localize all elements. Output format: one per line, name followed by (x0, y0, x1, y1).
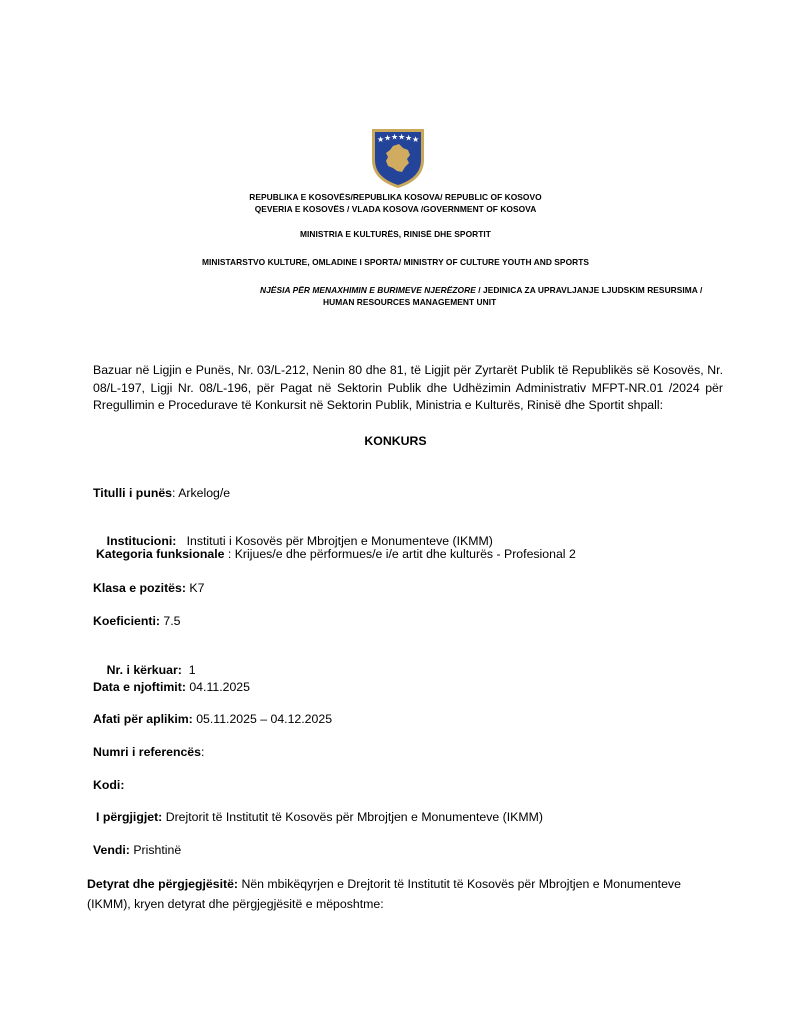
field-label: Koeficienti: (93, 614, 160, 628)
field-value: 04.11.2025 (189, 680, 250, 694)
svg-text:★: ★ (377, 135, 385, 144)
field-job-title: Titulli i punës: Arkelog/e (93, 486, 231, 500)
svg-text:★: ★ (391, 132, 399, 142)
field-value: Instituti i Kosovës për Mbrojtjen e Monumenteve (IKMM) (186, 534, 493, 548)
field-value: 7.5 (163, 614, 181, 628)
field-value: 05.11.2025 – 04.12.2025 (196, 712, 333, 726)
field-label: Institucioni: (106, 534, 177, 548)
field-application-deadline (93, 711, 332, 727)
field-label: Titulli i punës (93, 486, 173, 500)
field-label: Afati për aplikim: (93, 712, 193, 726)
header-hr-unit-serbian: / JEDINICA ZA UPRAVLJANJE LJUDSKIM RESURSIMA / (475, 285, 703, 295)
field-code (93, 777, 124, 793)
field-label: Kodi: (93, 778, 125, 792)
header-hr-unit-english: HUMAN RESOURCES MANAGEMENT UNIT (323, 297, 497, 307)
field-label: Klasa e pozitës: (93, 581, 186, 595)
field-label: Vendi: (93, 843, 130, 857)
field-coefficient (93, 613, 181, 629)
field-value: 1 (188, 663, 196, 677)
legal-basis-paragraph: Bazuar në Ligjin e Punës, Nr. 03/L-212, Nenin 80 dhe 81, të Ligjit për Zyrtarët Publik të Republikës së Kosovës, Nr. 08/L-197, Ligji Nr. 08/L-196, për Pagat në Sektorin Publik dhe Udhëzimin Administrativ MFPT-NR.01 /2024 për Rregullimin e Procedurave të Konkursit në Sektorin Publik, Ministria e Kulturës, Rinisë dhe Sportit shpall: (93, 363, 723, 412)
field-label: I përgjigjet: (96, 810, 163, 824)
header-hr-unit-albanian: NJËSIA PËR MENAXHIMIN E BURIMEVE NJERËZORE (260, 285, 476, 295)
svg-text:★: ★ (398, 132, 406, 142)
field-value: Arkelog/e (178, 486, 231, 500)
field-value: Prishtinë (133, 843, 182, 857)
field-value: Drejtorit të Institutit të Kosovës për Mbrojtjen e Monumenteve (IKMM) (165, 810, 543, 824)
field-reports-to (96, 809, 543, 825)
header-hr-unit (260, 284, 780, 296)
duties-label: Detyrat dhe përgjegjësitë: (87, 877, 239, 891)
header-republic: REPUBLIKA E KOSOVËS/REPUBLIKA KOSOVA/ REPUBLIC OF KOSOVO (249, 192, 542, 202)
header-government: QEVERIA E KOSOVËS / VLADA KOSOVA /GOVERNMENT OF KOSOVA (254, 204, 537, 214)
field-announcement-date (93, 679, 250, 695)
field-position-class (93, 580, 204, 596)
duties-text: Nën mbikëqyrjen e Drejtorit të Institutit të Kosovës për Mbrojtjen e Monumenteve (IKMM), kryen detyrat dhe përgjegjësitë e mëposhtme: (87, 877, 681, 911)
duties-paragraph (87, 874, 687, 914)
field-label: Numri i referencës (93, 745, 201, 759)
document-title: KONKURS (364, 434, 427, 448)
svg-text:★: ★ (384, 133, 392, 143)
field-value: K7 (189, 581, 205, 595)
kosovo-emblem-icon (369, 126, 427, 190)
header-ministry: MINISTRIA E KULTURËS, RINISË DHE SPORTIT (300, 229, 491, 239)
header-ministry-translations: MINISTARSTVO KULTURE, OMLADINE I SPORTA/ MINISTRY OF CULTURE YOUTH AND SPORTS (201, 257, 590, 267)
field-location (93, 842, 181, 858)
field-label: Kategoria funksionale (96, 547, 225, 561)
field-label: Data e njoftimit: (93, 680, 186, 694)
field-reference-number: Numri i referencës: (93, 745, 205, 759)
svg-text:★: ★ (405, 133, 413, 143)
field-value: Krijues/e dhe përformues/e i/e artit dhe kulturës - Profesional 2 (234, 547, 576, 561)
svg-text:★: ★ (412, 135, 420, 144)
field-functional-category: Kategoria funksionale : Krijues/e dhe përformues/e i/e artit dhe kulturës - Profesional 2 (96, 547, 576, 561)
field-label: Nr. i kërkuar: (106, 663, 182, 677)
